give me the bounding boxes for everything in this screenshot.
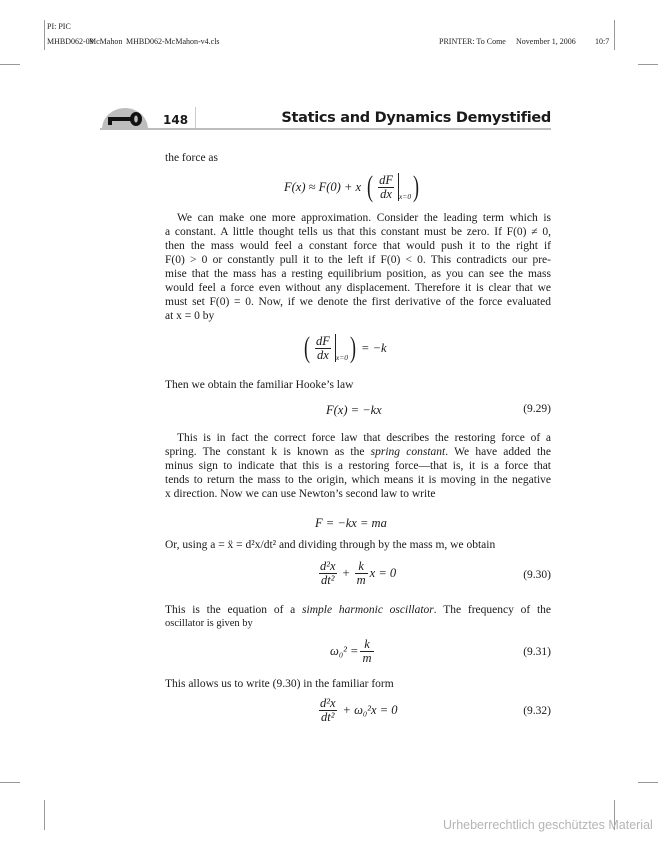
paragraph-line: F(0) > 0 or constantly pull it to the left if F(0) < 0. This contradicts our pre-	[165, 254, 551, 266]
key-icon	[100, 108, 150, 129]
header-file: MHBD062-McMahon-v4.cls	[126, 37, 220, 46]
paragraph-line: spring. The constant k is known as the spring constant. We have added the	[165, 446, 551, 458]
paragraph-line: would feel a force even without any displacement. Therefore it is clear that we	[165, 282, 551, 294]
watermark: Urheberrechtlich geschütztes Material	[443, 818, 653, 832]
page-number: 148	[163, 113, 189, 127]
term-spring-constant: spring constant	[370, 446, 446, 458]
paragraph-line: a constant. A little thought tells us that this constant must be zero. If F(0) ≠ 0,	[165, 226, 551, 238]
paragraph-line: then the mass would feel a constant force that would push it to the right if	[165, 240, 551, 252]
paragraph-line: must set F(0) = 0. Now, if we denote the first derivative of the force evaluated	[165, 296, 551, 308]
equation-932: $\frac{\text{d²x}}{\text{dt²}}$ + ω₀²x = 0	[320, 696, 398, 724]
header-date: November 1, 2006	[516, 37, 576, 46]
header-rule	[100, 128, 551, 130]
paragraph-line: We can make one more approximation. Consider the leading term which is	[177, 212, 551, 224]
paragraph-line: minus sign to indicate that this is a restoring force—that is, it is a force that	[165, 460, 551, 472]
allows-text: This allows us to write (9.30) in the familiar form	[165, 678, 394, 690]
equation-930: $\frac{\text{d²x}}{\text{dt²}}$ + $\frac{k}{m}$ x = 0	[320, 559, 397, 587]
header-pi: PI: PIC	[47, 22, 71, 31]
fraction: $\frac{dF}{dx}$	[379, 172, 393, 201]
equation-newton: F = −kx = ma	[315, 516, 387, 530]
equation-taylor: F(x) ≈ F(0) + x ( $\frac{dF}{dx}$ x=0 )	[284, 170, 420, 203]
equation-number: (9.30)	[523, 569, 551, 581]
paragraph-line: tends to return the mass to the origin, which means it is moving in the negative	[165, 474, 551, 486]
header-printer: PRINTER: To Come	[439, 37, 506, 46]
header-time: 10:7	[595, 37, 610, 46]
divider	[195, 107, 196, 128]
crop-mark	[638, 782, 658, 783]
crop-mark	[44, 800, 45, 830]
hooke-intro: Then we obtain the familiar Hooke’s law	[165, 379, 354, 391]
term-simple-harmonic-oscillator: simple harmonic oscillator	[302, 604, 434, 616]
equation-derivative: ( $\frac{dF}{dx}$ x=0 ) = −k	[304, 331, 387, 364]
paragraph-line: at x = 0 by	[165, 310, 215, 322]
paragraph-line: This is the equation of a simple harmonic oscillator. The frequency of the	[165, 604, 551, 616]
crop-mark	[0, 64, 20, 65]
equation-number: (9.32)	[523, 705, 551, 717]
equation-number: (9.29)	[523, 403, 551, 415]
header-code: MHBD062-09	[47, 37, 94, 46]
crop-mark	[614, 20, 615, 50]
header-author: McMahon	[89, 37, 123, 46]
eq-rhs: = −k	[361, 340, 387, 355]
paragraph-line: oscillator is given by	[165, 618, 253, 629]
equation-number: (9.31)	[523, 646, 551, 658]
crop-mark	[44, 20, 45, 50]
paragraph-line: This is in fact the correct force law that describes the restoring force of a	[177, 432, 551, 444]
crop-mark	[0, 782, 20, 783]
book-title: Statics and Dynamics Demystified	[281, 110, 551, 126]
crop-mark	[638, 64, 658, 65]
paragraph-line: x direction. Now we can use Newton’s second law to write	[165, 488, 436, 500]
or-using-text: Or, using a = ẍ = d²x/dt² and dividing through by the mass m, we obtain	[165, 539, 496, 551]
equation-931: ω₀² = $\frac{k}{m}$	[330, 637, 372, 665]
paragraph-line: mise that the mass has a resting equilibrium position, as you can see the mass	[165, 268, 551, 280]
intro-text: the force as	[165, 152, 218, 164]
equation-929: F(x) = −kx	[326, 403, 382, 417]
eq-lhs: F(x) ≈ F(0) + x	[284, 179, 362, 194]
